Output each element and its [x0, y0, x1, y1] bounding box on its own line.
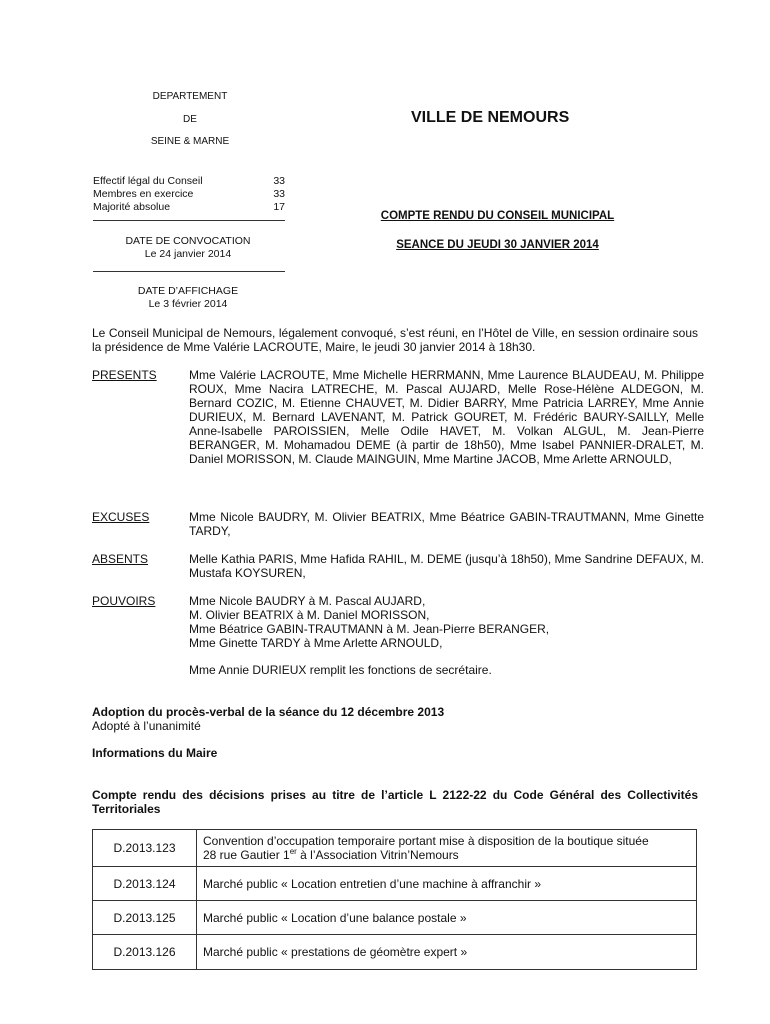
pouvoirs-label: POUVOIRS	[92, 594, 156, 608]
presents-label: PRESENTS	[92, 368, 157, 382]
decision-code: D.2013.125	[93, 901, 197, 935]
report-title: COMPTE RENDU DU CONSEIL MUNICIPAL	[380, 210, 615, 222]
absents-label: ABSENTS	[92, 552, 149, 566]
decision-text: Marché public « prestations de géomètre expert »	[197, 935, 697, 970]
pouvoirs-list	[189, 594, 704, 650]
stat-label: Majorité absolue	[93, 201, 171, 213]
pouvoir-item: M. Olivier BEATRIX à M. Daniel MORISSON,	[189, 608, 430, 622]
intro-paragraph: Le Conseil Municipal de Nemours, légalement convoqué, s’est réuni, en l’Hôtel de Ville, en session ordinaire sous la présidence de Mme Valérie LACROUTE, Maire, le jeudi 30 janvier 2014 à 18h30.	[92, 326, 698, 354]
presents-list: Mme Valérie LACROUTE, Mme Michelle HERRMANN, Mme Laurence BLAUDEAU, M. Philippe ROUX, Mme Nacira LATRECHE, M. Pascal AUJARD, Melle Rose-Hélène ALDEGON, M. Bernard COZIC, M. Etienne CHAUVET, M. Didier BARRY, Mme Patricia LARREY, Mme Annie DURIEUX, M. Bernard LAVENANT, M. Patrick GOURET, M. Frédéric BAURY-SAILLY, Melle Anne-Isabelle PAROISSIEN, Melle Odile HAVET, M. Volkan ALGUL, M. Jean-Pierre BERANGER, M. Mohamadou DEME (à partir de 18h50), Mme Isabel PANNIER-DRALET, M. Daniel MORISSON, M. Claude MAINGUIN, Mme Martine JACOB, Mme Arlette ARNOULD,	[189, 368, 704, 466]
stat-row	[93, 188, 286, 201]
stat-row	[93, 201, 286, 214]
decision-text: Marché public « Location d’une balance postale »	[197, 901, 697, 935]
stat-value: 33	[273, 175, 285, 187]
decision-text-line2a: 28 rue Gautier 1	[203, 848, 290, 862]
table-row	[93, 935, 697, 970]
stat-row	[93, 175, 286, 188]
council-stats	[93, 175, 286, 214]
pouvoir-item: Mme Béatrice GABIN-TRAUTMANN à M. Jean-Pierre BERANGER,	[189, 622, 550, 636]
decision-text: Marché public « Location entretien d’une machine à affranchir »	[197, 867, 697, 901]
pouvoir-item: Mme Ginette TARDY à Mme Arlette ARNOULD,	[189, 636, 443, 650]
department-label: DEPARTEMENT	[152, 91, 228, 102]
excuses-label: EXCUSES	[92, 510, 150, 524]
stat-label: Membres en exercice	[93, 188, 194, 200]
decision-text-line2b: à l’Association Vitrin’Nemours	[296, 848, 459, 862]
informations-heading: Informations du Maire	[92, 746, 218, 760]
excuses-list: Mme Nicole BAUDRY, M. Olivier BEATRIX, Mme Béatrice GABIN-TRAUTMANN, Mme Ginette TARDY,	[189, 510, 704, 538]
convocation-title: DATE DE CONVOCATION	[125, 235, 251, 247]
city-title: VILLE DE NEMOURS	[411, 109, 570, 126]
stat-label: Effectif légal du Conseil	[93, 175, 203, 187]
table-row	[93, 830, 697, 867]
decisions-table	[92, 829, 697, 970]
table-row	[93, 901, 697, 935]
department-de: DE	[183, 114, 197, 125]
department-name: SEINE & MARNE	[150, 136, 230, 147]
decision-code: D.2013.126	[93, 935, 197, 970]
table-row	[93, 867, 697, 901]
decision-text	[197, 830, 697, 867]
session-title: SEANCE DU JEUDI 30 JANVIER 2014	[396, 239, 599, 251]
decision-code: D.2013.123	[93, 830, 197, 867]
pouvoir-item: Mme Nicole BAUDRY à M. Pascal AUJARD,	[189, 594, 426, 608]
decisions-heading: Compte rendu des décisions prises au titre de l’article L 2122-22 du Code Général des Collectivités Territoriales	[92, 788, 698, 816]
convocation-date: Le 24 janvier 2014	[144, 248, 232, 260]
decision-text-line1: Convention d’occupation temporaire portant mise à disposition de la boutique située	[203, 834, 649, 848]
adoption-title: Adoption du procès-verbal de la séance du 12 décembre 2013	[92, 705, 445, 719]
decision-text-sup: er	[289, 847, 297, 856]
secretaire-line: Mme Annie DURIEUX remplit les fonctions de secrétaire.	[189, 663, 492, 677]
stat-value: 17	[273, 201, 285, 213]
affichage-title: DATE D’AFFICHAGE	[137, 285, 239, 297]
divider	[93, 220, 285, 221]
affichage-date: Le 3 février 2014	[148, 298, 228, 310]
divider	[93, 271, 285, 272]
decision-code: D.2013.124	[93, 867, 197, 901]
absents-list: Melle Kathia PARIS, Mme Hafida RAHIL, M. DEME (jusqu’à 18h50), Mme Sandrine DEFAUX, M. Mustafa KOYSUREN,	[189, 552, 704, 580]
stat-value: 33	[273, 188, 285, 200]
adoption-text: Adopté à l’unanimité	[92, 719, 201, 733]
